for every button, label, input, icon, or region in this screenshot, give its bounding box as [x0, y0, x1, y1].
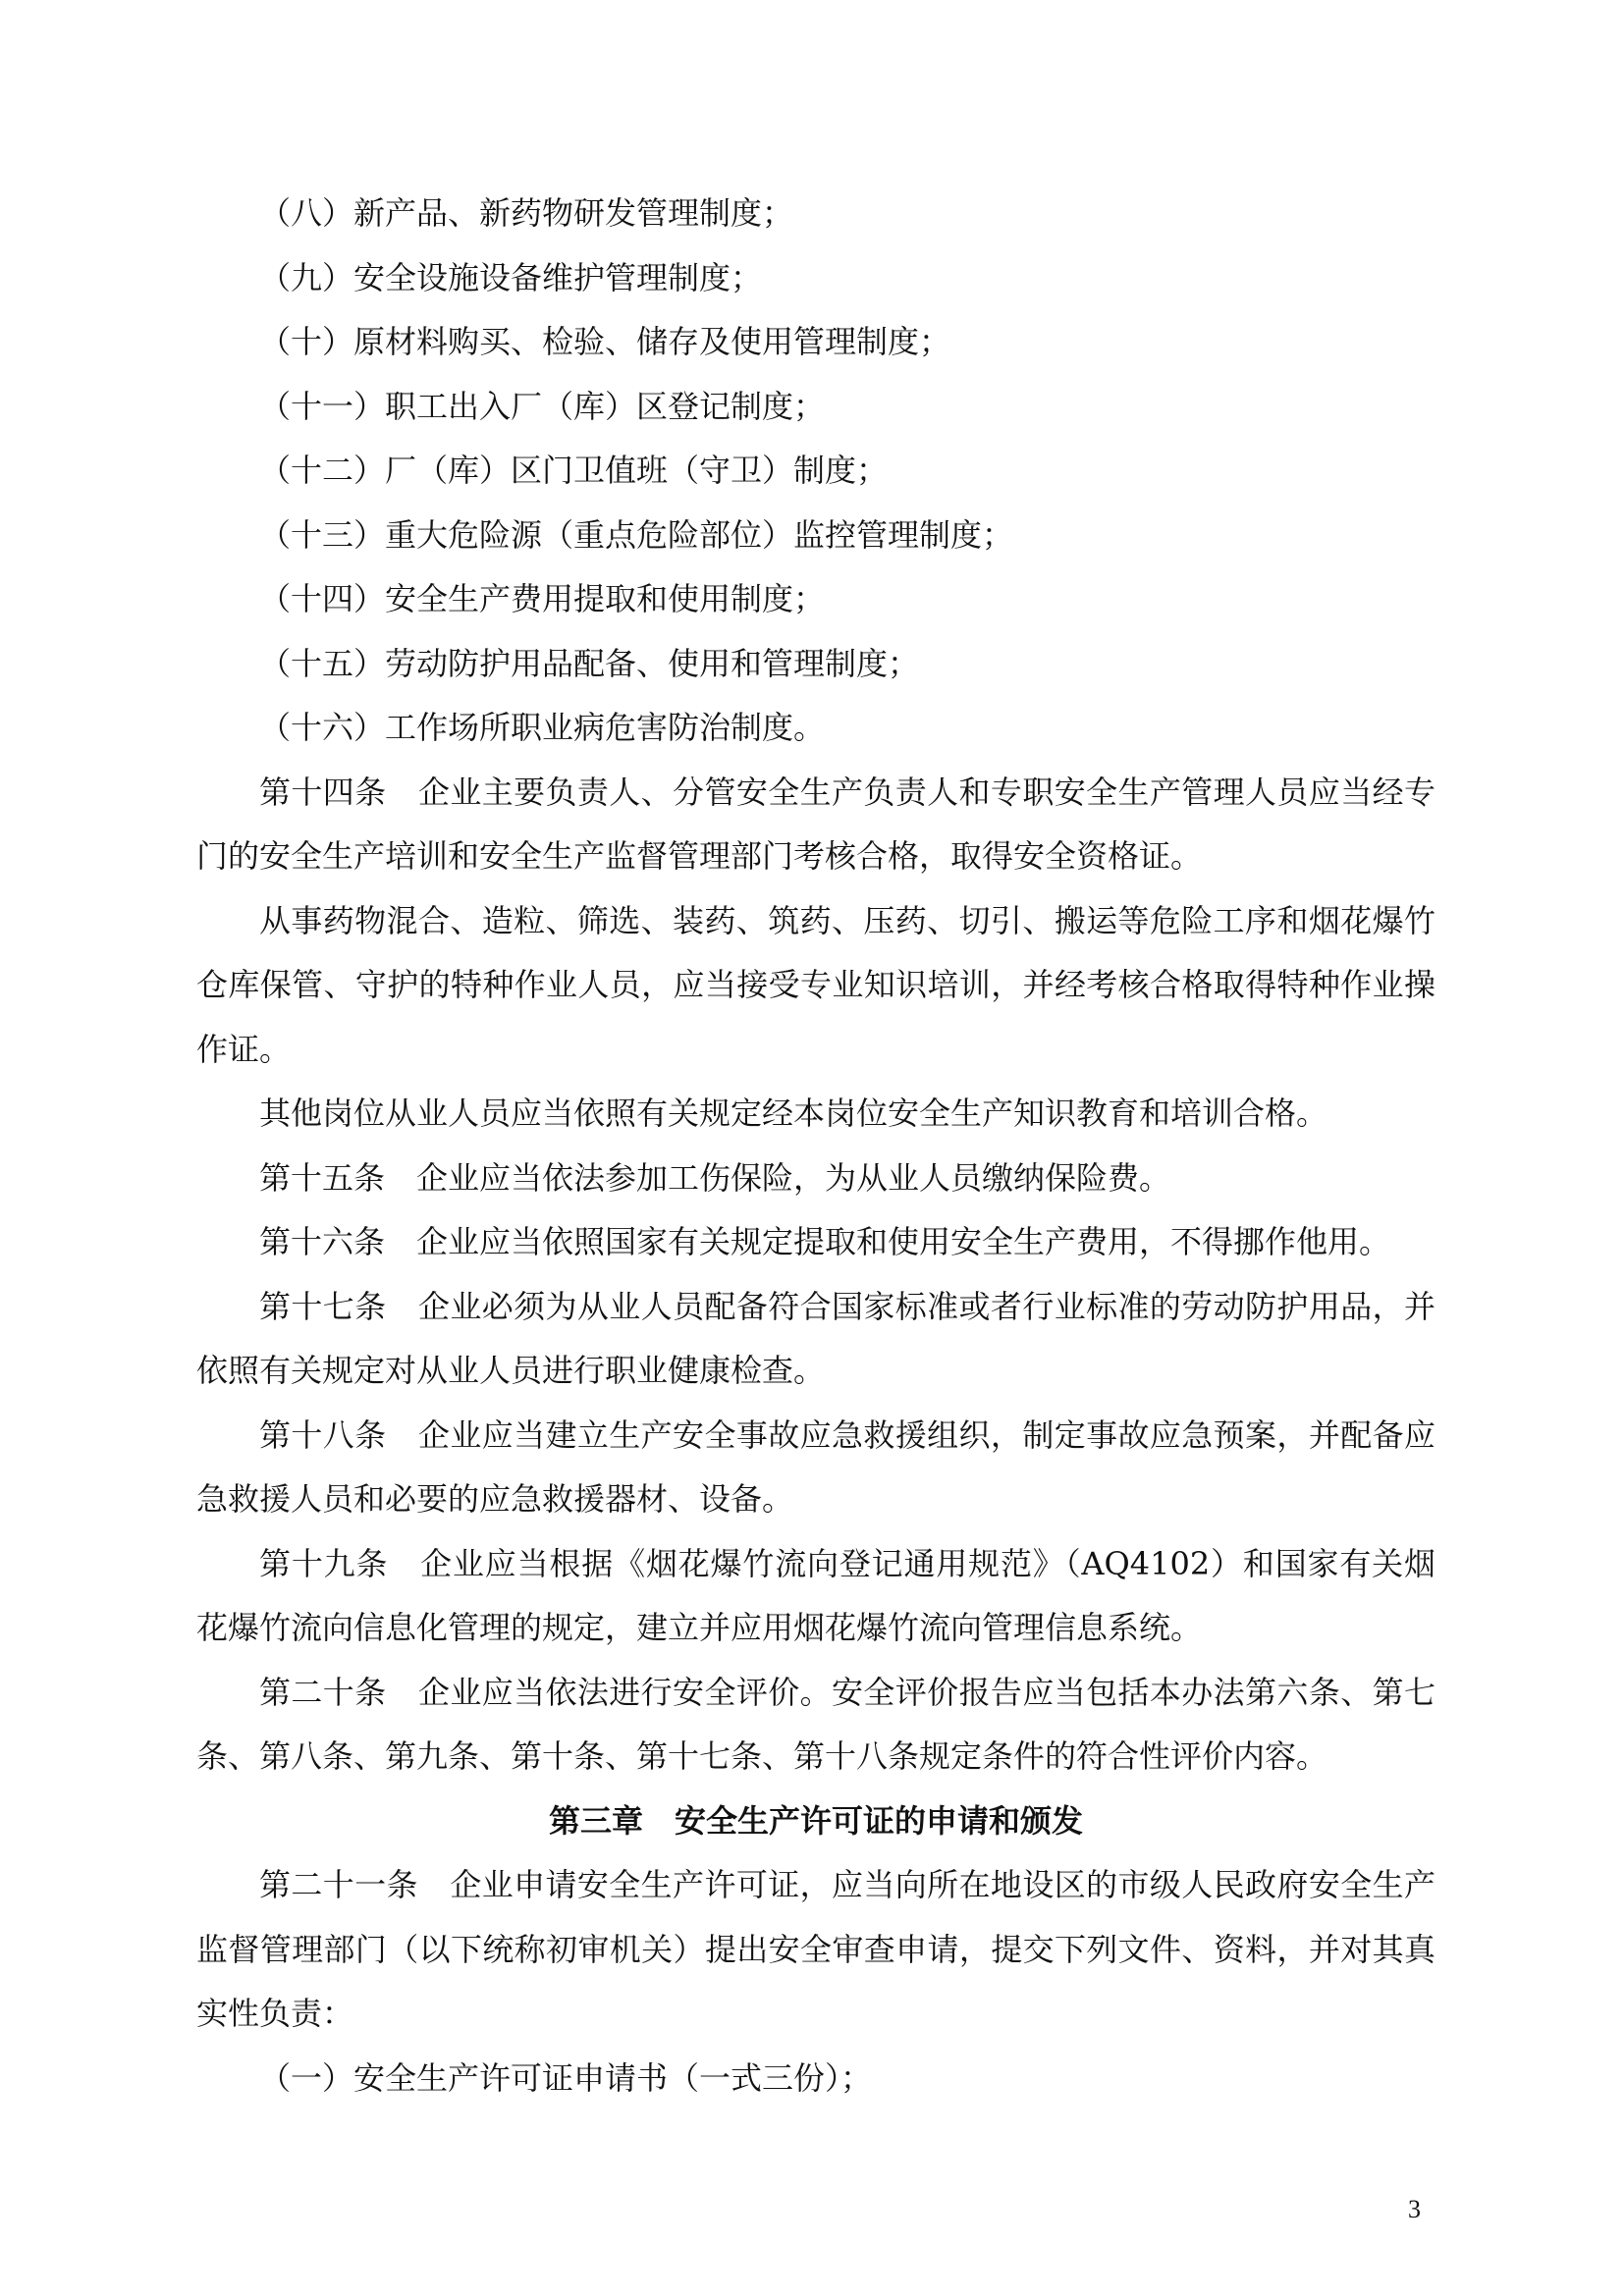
page-number: 3 [1408, 2195, 1421, 2223]
list-item: （十二）厂（库）区门卫值班（守卫）制度； [259, 452, 889, 489]
article-18: 第十八条 企业应当建立生产安全事故应急救援组织，制定事故应急预案，并配备应急救援人员和必要的应急救援器材、设备。 [196, 1415, 1435, 1518]
article-14: 第十四条 企业主要负责人、分管安全生产负责人和专职安全生产管理人员应当经专门的安全生产培训和安全生产监督管理部门考核合格，取得安全资格证。 [196, 773, 1435, 875]
article-14-special-operators: 从事药物混合、造粒、筛选、装药、筑药、压药、切引、搬运等危险工序和烟花爆竹仓库保管、守护的特种作业人员，应当接受专业知识培训，并经考核合格取得特种作业操作证。 [196, 901, 1435, 1068]
article-15: 第十五条 企业应当依法参加工伤保险，为从业人员缴纳保险费。 [259, 1158, 1171, 1197]
list-item: （九）安全设施设备维护管理制度； [259, 258, 763, 296]
article-20: 第二十条 企业应当依法进行安全评价。安全评价报告应当包括本办法第六条、第七条、第八条、第九条、第十条、第十七条、第十八条规定条件的符合性评价内容。 [196, 1673, 1435, 1775]
list-item: （十四）安全生产费用提取和使用制度； [259, 580, 826, 617]
list-item: （十三）重大危险源（重点危险部位）监控管理制度； [259, 515, 1014, 554]
list-item: （八）新产品、新药物研发管理制度； [259, 194, 794, 232]
article-16: 第十六条 企业应当依照国家有关规定提取和使用安全生产费用，不得挪作他用。 [259, 1223, 1391, 1260]
page-body [196, 182, 1435, 2110]
chapter-heading: 第三章 安全生产许可证的申请和颁发 [548, 1801, 1083, 1840]
article-17: 第十七条 企业必须为从业人员配备符合国家标准或者行业标准的劳动防护用品，并依照有关规定对从业人员进行职业健康检查。 [196, 1287, 1435, 1389]
list-item: （十一）职工出入厂（库）区登记制度； [259, 387, 826, 425]
article-19: 第十九条 企业应当根据《烟花爆竹流向登记通用规范》（AQ4102）和国家有关烟花爆竹流向信息化管理的规定，建立并应用烟花爆竹流向管理信息系统。 [196, 1544, 1435, 1646]
list-item: （十六）工作场所职业病危害防治制度。 [259, 709, 826, 746]
article-14-other-staff: 其他岗位从业人员应当依照有关规定经本岗位安全生产知识教育和培训合格。 [259, 1095, 1328, 1132]
list-item: （一）安全生产许可证申请书（一式三份）； [259, 2058, 873, 2097]
list-item: （十五）劳动防护用品配备、使用和管理制度； [259, 644, 920, 682]
list-item: （十）原材料购买、检验、储存及使用管理制度； [259, 323, 951, 360]
article-21: 第二十一条 企业申请安全生产许可证，应当向所在地设区的市级人民政府安全生产监督管理部门（以下统称初审机关）提出安全审查申请，提交下列文件、资料，并对其真实性负责： [196, 1866, 1435, 2032]
